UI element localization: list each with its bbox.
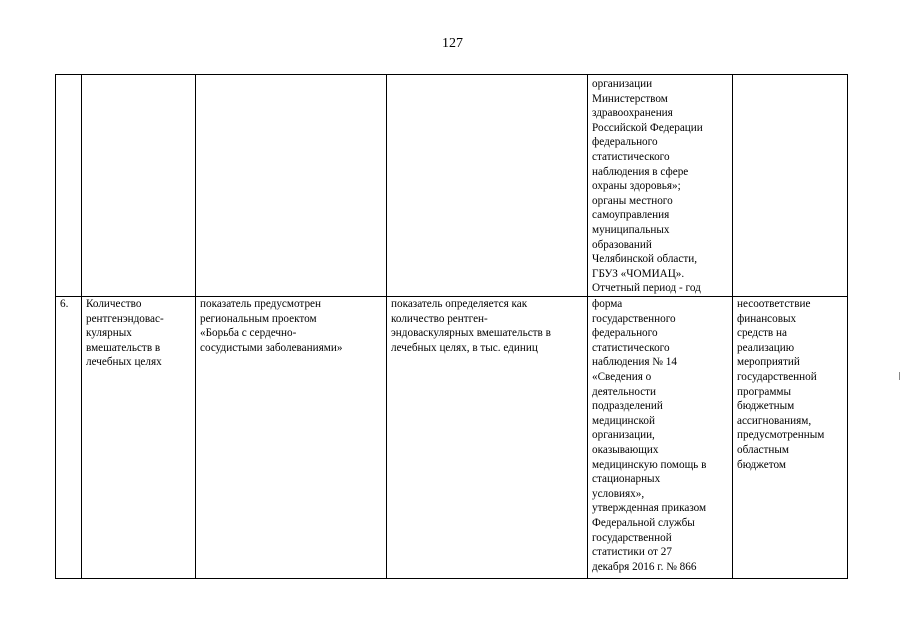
- table-row: [56, 297, 848, 579]
- cell-method: [387, 75, 588, 297]
- table-row: [56, 75, 848, 297]
- cell-basis: [196, 75, 387, 297]
- indicator-table: [55, 74, 848, 579]
- cell-risk: [733, 75, 848, 297]
- cell-number: 6.: [56, 297, 82, 579]
- cell-indicator: Количество рентгенэндоваc- кулярных вмешательств в лечебных целях: [82, 297, 196, 579]
- scan-mark: [899, 372, 900, 380]
- cell-basis: показатель предусмотрен региональным проектом «Борьба с сердечно- сосудистыми заболеваниями»: [196, 297, 387, 579]
- cell-indicator: [82, 75, 196, 297]
- cell-source: форма государственного федерального статистического наблюдения № 14 «Сведения о деятельности подразделений медицинской организации, оказывающих медицинскую помощь в стационарных условиях», утвержденная приказом Федеральной службы государственной статистики от 27 декабря 2016 г. № 866: [588, 297, 733, 579]
- cell-risk: несоответствие финансовых средств на реализацию мероприятий государственной программы бюджетным ассигнованиям, предусмотренным областным бюджетом: [733, 297, 848, 579]
- cell-method: показатель определяется как количество рентген- эндоваскулярных вмешательств в лечебных целях, в тыс. единиц: [387, 297, 588, 579]
- page-number: 127: [442, 36, 463, 51]
- cell-number: [56, 75, 82, 297]
- cell-source: организации Министерством здравоохранения Российской Федерации федерального статистического наблюдения в сфере охраны здоровья»; органы местного самоуправления муниципальных образований Челябинской области, ГБУЗ «ЧОМИАЦ». Отчетный период - год: [588, 75, 733, 297]
